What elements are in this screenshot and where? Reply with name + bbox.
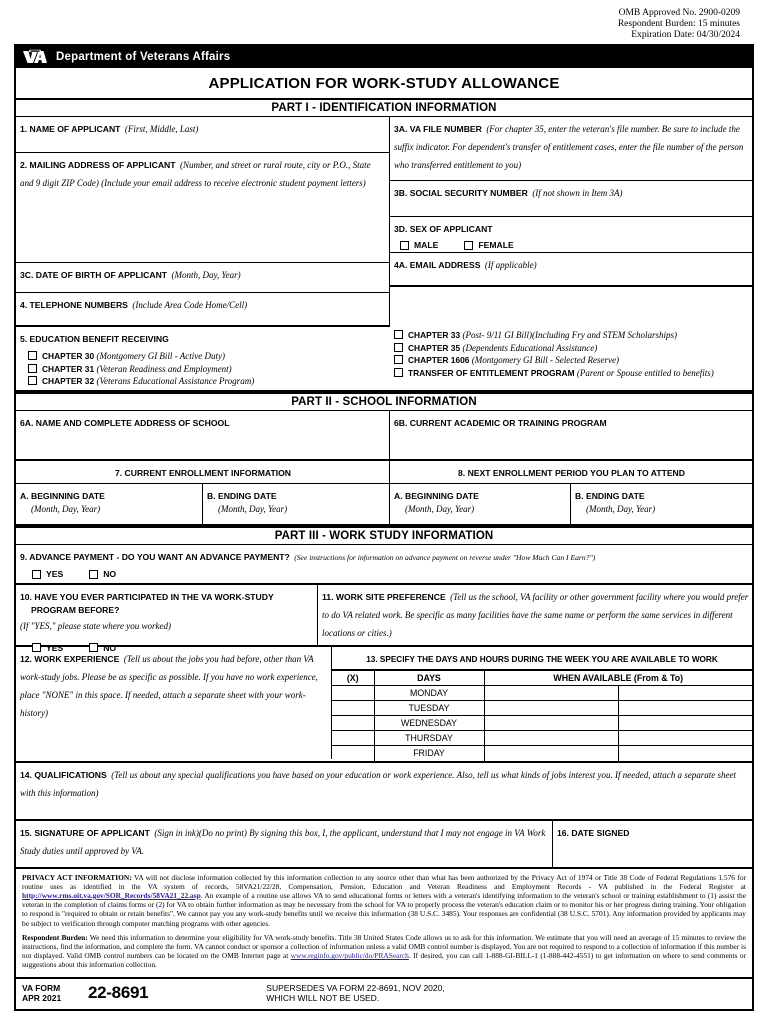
part-1-header: PART I - IDENTIFICATION INFORMATION — [16, 98, 752, 117]
field-hint: (Tell us about the jobs you had before, other than VA work-study jobs. Please be as specific as possible. If you have no work experience, place "NONE" in this space. If needed, attach a separate sheet with your work-history) — [20, 654, 318, 718]
field-label: 5. EDUCATION BENEFIT RECEIVING — [20, 334, 169, 344]
cell-to-tuesday[interactable] — [618, 701, 752, 716]
cell-to-friday[interactable] — [618, 746, 752, 761]
field-next-enrollment-begin-date[interactable] — [390, 484, 571, 524]
part-3-header: PART III - WORK STUDY INFORMATION — [16, 526, 752, 545]
supersedes-line-1: SUPERSEDES VA FORM 22-8691, NOV 2020, — [266, 982, 445, 993]
field-name-of-applicant[interactable] — [16, 117, 390, 153]
field-label: 16. DATE SIGNED — [557, 827, 630, 838]
field-label: 14. QUALIFICATIONS — [20, 769, 107, 780]
checkbox-chapter-1606[interactable] — [394, 355, 749, 365]
field-sex-of-applicant — [390, 217, 752, 253]
respondent-burden-text-2: . If desired, you can call 1-888-GI-BILL-1 (1-888-442-4551) to get information on where to send comments or suggestions about this information collection. — [22, 951, 746, 970]
cell-check-thursday[interactable] — [332, 731, 374, 746]
privacy-act-text-2: . An example of a routine use allows VA to send educational forms or letters with a veteran's identifying information to the veteran's school or training establishment to (1) assist the veteran in the completion of claims forms or (2) for VA to obtain further information as may be necessary from the school for VA to properly process the veteran's education claim or to monitor his or her progress during training. Your obligation to respond is "required to obtain or retain benefits". We cannot pay you any work-study benefits until we receive this information (38 U.S.C. 3485). Your responses are confidential (38 U.S.C. 5701). Any information provided by applicants may be subject to verification through computer matching programs with other agencies. — [22, 890, 746, 928]
field-work-site-preference[interactable] — [318, 585, 752, 645]
field-label: B. ENDING DATE — [207, 491, 277, 501]
field-hint: (If applicable) — [484, 260, 537, 270]
field-current-enrollment-begin-date[interactable] — [16, 484, 203, 524]
respondent-burden-title: Respondent Burden: — [22, 932, 88, 942]
field-next-enrollment-end-date[interactable] — [571, 484, 752, 524]
checkbox-icon[interactable] — [394, 330, 403, 339]
section-current-enrollment — [16, 461, 390, 483]
field-signature-of-applicant[interactable] — [16, 821, 553, 867]
field-label: 4. TELEPHONE NUMBERS — [20, 300, 128, 310]
field-label: 3C. DATE OF BIRTH OF APPLICANT — [20, 270, 168, 280]
field-mailing-address[interactable] — [16, 153, 390, 263]
benefit-name: CHAPTER 31 — [42, 363, 95, 374]
field-qualifications[interactable] — [16, 763, 752, 821]
agency-banner — [16, 46, 752, 68]
cell-day-wednesday: WEDNESDAY — [374, 716, 484, 731]
cell-day-monday: MONDAY — [374, 686, 484, 701]
benefit-desc: (Veteran Readiness and Employment) — [96, 363, 232, 374]
table-row — [332, 701, 752, 716]
field-telephone-numbers[interactable] — [16, 293, 390, 327]
omb-header — [14, 8, 754, 41]
form-footer — [16, 977, 752, 1009]
privacy-act-title: PRIVACY ACT INFORMATION: — [22, 872, 132, 882]
checkbox-chapter-31[interactable] — [28, 364, 387, 374]
checkbox-icon[interactable] — [394, 368, 403, 377]
table-row — [332, 686, 752, 701]
cell-from-tuesday[interactable] — [484, 701, 618, 716]
field-hint: (Month, Day, Year) — [586, 504, 656, 514]
field-hint: (If not shown in Item 3A) — [532, 188, 623, 198]
benefit-options-right — [394, 330, 749, 378]
cell-to-monday[interactable] — [618, 686, 752, 701]
field-hint: (Month, Day, Year) — [171, 270, 241, 280]
checkbox-icon[interactable] — [89, 570, 98, 579]
omb-respondent-burden: Respondent Burden: 15 minutes — [617, 19, 740, 29]
legal-notices — [16, 869, 752, 977]
field-label: 3A. VA FILE NUMBER — [394, 124, 482, 134]
availability-table — [332, 670, 752, 761]
checkbox-icon[interactable] — [394, 355, 403, 364]
checkbox-icon[interactable] — [28, 351, 37, 360]
benefit-desc: (Veterans Educational Assistance Program) — [96, 376, 255, 386]
field-label-line2: PROGRAM BEFORE? — [31, 605, 120, 615]
field-label: 1. NAME OF APPLICANT — [20, 124, 121, 134]
table-header-row — [332, 671, 752, 686]
cell-check-friday[interactable] — [332, 746, 374, 761]
field-va-file-number[interactable] — [390, 117, 752, 181]
checkbox-icon[interactable] — [394, 343, 403, 352]
cell-from-wednesday[interactable] — [484, 716, 618, 731]
supersedes-line-2: WHICH WILL NOT BE USED. — [266, 993, 380, 1004]
benefit-name: CHAPTER 35 — [408, 342, 461, 353]
checkbox-icon[interactable] — [28, 376, 37, 385]
benefit-name: TRANSFER OF ENTITLEMENT PROGRAM — [408, 367, 575, 378]
va-seal-icon — [22, 49, 48, 65]
va-form-line-1: VA FORM — [22, 982, 61, 993]
va-form-label — [22, 983, 84, 1003]
omb-expiration-date: Expiration Date: 04/30/2024 — [631, 30, 740, 40]
field-hint: (Month, Day, Year) — [405, 504, 475, 514]
field-hint: (Month, Day, Year) — [218, 504, 288, 514]
cell-day-tuesday: TUESDAY — [374, 701, 484, 716]
cell-day-friday: FRIDAY — [374, 746, 484, 761]
field-label: 4A. EMAIL ADDRESS — [394, 260, 481, 270]
field-education-benefit-receiving — [16, 327, 752, 392]
field-school-name-address[interactable] — [16, 411, 390, 459]
checkbox-sex-male[interactable] — [400, 240, 438, 250]
field-work-experience[interactable] — [16, 647, 332, 759]
field-academic-training-program[interactable] — [390, 411, 752, 459]
field-prior-participation — [16, 585, 318, 653]
field-date-of-birth[interactable] — [16, 263, 390, 293]
cell-day-thursday: THURSDAY — [374, 731, 484, 746]
section-label: 8. NEXT ENROLLMENT PERIOD YOU PLAN TO ATTEND — [458, 468, 685, 478]
field-label: 2. MAILING ADDRESS OF APPLICANT — [20, 160, 176, 170]
checkbox-chapter-33[interactable] — [394, 330, 749, 340]
respondent-burden-link[interactable]: www.reginfo.gov/public/do/PRASearch — [290, 951, 409, 961]
field-hint: (Month, Day, Year) — [31, 504, 101, 514]
field-hint: (Include Area Code Home/Cell) — [132, 300, 248, 310]
cell-from-monday[interactable] — [484, 686, 618, 701]
column-header-when-available: WHEN AVAILABLE (From & To) — [484, 671, 752, 686]
benefit-desc: (Montgomery GI Bill - Active Duty) — [96, 351, 225, 361]
privacy-act-link[interactable]: http://www.rms.oit.va.gov/SOR_Records/58VA21_22.asp — [22, 890, 201, 900]
checkbox-label: YES — [46, 569, 64, 579]
agency-name: Department of Veterans Affairs — [56, 51, 231, 63]
checkbox-label: NO — [103, 642, 117, 653]
field-label: 11. WORK SITE PREFERENCE — [322, 592, 446, 602]
field-hint: (Tell us about any special qualifications you have based on your education or work experience. Also, tell us what kinds of jobs interest you. If needed, attach a separate sheet with this information) — [20, 769, 737, 798]
form-number: 22-8691 — [88, 982, 149, 1002]
section-availability — [332, 647, 752, 761]
cell-to-thursday[interactable] — [618, 731, 752, 746]
benefit-desc: (Dependents Educational Assistance) — [462, 342, 598, 353]
checkbox-icon[interactable] — [28, 364, 37, 373]
privacy-act-text-1: VA will not disclose information collected by this information collection to any source other than what has been authorized by the Privacy Act of 1974 or Title 38 Code of Federal Regulations 1.576 for routine uses as identified in the VA system of records, 58VA21/22/28, Compensation, Pension, Education and Veteran Readiness and Employment Records - VA published in the Federal Register at — [22, 872, 746, 891]
respondent-burden-paragraph — [22, 933, 746, 970]
field-label: 6A. NAME AND COMPLETE ADDRESS OF SCHOOL — [20, 418, 230, 428]
page-title: APPLICATION FOR WORK-STUDY ALLOWANCE — [208, 75, 560, 92]
checkbox-icon[interactable] — [464, 241, 473, 250]
field-email-address[interactable] — [390, 253, 752, 287]
table-row — [332, 746, 752, 761]
field-label: 15. SIGNATURE OF APPLICANT — [20, 827, 150, 838]
respondent-burden-text-1: We need this information to determine your eligibility for VA work-study benefits. Title 38 United States Code allows us to ask for this information. We estimate that you will need an average of 15 minutes to review the instructions, find the information, and complete the form. VA cannot conduct or sponsor a collection of information unless a valid OMB control number is displayed. You are not required to respond to a collection of information if this number is not displayed. Valid OMB control numbers can be located on the OMB Internet page at — [22, 932, 746, 961]
checkbox-label: NO — [103, 569, 117, 579]
cell-from-friday[interactable] — [484, 746, 618, 761]
va-form-22-8691 — [14, 44, 754, 1011]
field-label: 12. WORK EXPERIENCE — [20, 654, 120, 664]
checkbox-icon[interactable] — [400, 241, 409, 250]
privacy-act-paragraph — [22, 873, 746, 928]
benefit-desc: (Parent or Spouse entitled to benefits) — [576, 367, 714, 378]
benefit-options-left — [28, 351, 387, 386]
field-label: 10. HAVE YOU EVER PARTICIPATED IN THE VA WORK-STUDY — [20, 592, 274, 602]
checkbox-chapter-32[interactable] — [28, 376, 387, 386]
field-label: A. BEGINNING DATE — [20, 491, 105, 501]
field-hint: (Tell us the school, VA facility or other government facility where you would prefer to do VA related work. Be specific as many facilities have the same name or perform the same services in different locations or cities.) — [322, 592, 749, 638]
cell-check-tuesday[interactable] — [332, 701, 374, 716]
field-label: 3B. SOCIAL SECURITY NUMBER — [394, 188, 528, 198]
checkbox-label: MALE — [414, 240, 439, 250]
benefit-name: CHAPTER 1606 — [408, 355, 470, 365]
section-label: 13. SPECIFY THE DAYS AND HOURS DURING THE WEEK YOU ARE AVAILABLE TO WORK — [366, 655, 718, 664]
field-hint: (For chapter 35, enter the veteran's file number. Be sure to include the suffix indicator. For dependent's transfer of entitlement cases, enter the file number of the person who transferred entitlement to you) — [394, 124, 744, 170]
checkbox-advance-payment-no[interactable] — [89, 569, 116, 579]
checkbox-icon[interactable] — [32, 570, 41, 579]
field-date-signed[interactable] — [553, 821, 752, 867]
field-advance-payment — [16, 545, 752, 585]
checkbox-chapter-30[interactable] — [28, 351, 387, 361]
checkbox-chapter-35[interactable] — [394, 343, 749, 353]
section-next-enrollment — [390, 461, 752, 483]
field-hint: (If "YES," please state where you worked) — [20, 620, 171, 631]
field-label: B. ENDING DATE — [575, 491, 645, 501]
benefit-desc: (Montgomery GI Bill - Selected Reserve) — [471, 355, 619, 365]
part-1-right-column — [390, 117, 752, 327]
section-label: 7. CURRENT ENROLLMENT INFORMATION — [114, 468, 291, 478]
cell-to-wednesday[interactable] — [618, 716, 752, 731]
field-hint: (First, Middle, Last) — [124, 124, 199, 134]
field-label: 3D. SEX OF APPLICANT — [394, 224, 493, 234]
benefit-name: CHAPTER 33 — [408, 330, 461, 340]
part-1-left-column — [16, 117, 390, 327]
field-label: A. BEGINNING DATE — [394, 491, 479, 501]
checkbox-label: FEMALE — [478, 240, 514, 250]
part-2-header: PART II - SCHOOL INFORMATION — [16, 392, 752, 411]
field-hint: (Number, and street or rural route, city or P.O., State and 9 digit ZIP Code) (Include your email address to receive electronic student payment letters) — [20, 160, 371, 188]
benefit-name: CHAPTER 30 — [42, 351, 95, 361]
column-header-days: DAYS — [374, 671, 484, 686]
omb-approved-number: OMB Approved No. 2900-0209 — [618, 8, 740, 18]
va-form-line-2: APR 2021 — [22, 992, 62, 1003]
checkbox-advance-payment-yes[interactable] — [32, 569, 63, 579]
benefit-desc: (Post- 9/11 GI Bill)(Including Fry and STEM Scholarships) — [462, 330, 678, 340]
cell-check-wednesday[interactable] — [332, 716, 374, 731]
field-label: 9. ADVANCE PAYMENT - DO YOU WANT AN ADVANCE PAYMENT? — [20, 552, 290, 562]
supersedes-notice — [266, 983, 444, 1004]
field-current-enrollment-end-date[interactable] — [203, 484, 390, 524]
table-row — [332, 731, 752, 746]
field-hint: (Sign in ink)(Do no print) By signing this box, I, the applicant, understand that I may not engage in VA Work Study duties until approved by VA. — [20, 827, 546, 856]
table-row — [332, 716, 752, 731]
checkbox-label: YES — [46, 642, 64, 653]
checkbox-sex-female[interactable] — [464, 240, 513, 250]
checkbox-transfer-of-entitlement[interactable] — [394, 368, 749, 378]
cell-check-monday[interactable] — [332, 686, 374, 701]
field-hint: (See instructions for information on advance payment on reverse under "How Much Can I Earn?") — [294, 553, 596, 562]
cell-from-thursday[interactable] — [484, 731, 618, 746]
field-label: 6B. CURRENT ACADEMIC OR TRAINING PROGRAM — [394, 418, 607, 428]
column-header-x: (X) — [332, 671, 374, 686]
field-social-security-number[interactable] — [390, 181, 752, 217]
benefit-name: CHAPTER 32 — [42, 376, 95, 386]
